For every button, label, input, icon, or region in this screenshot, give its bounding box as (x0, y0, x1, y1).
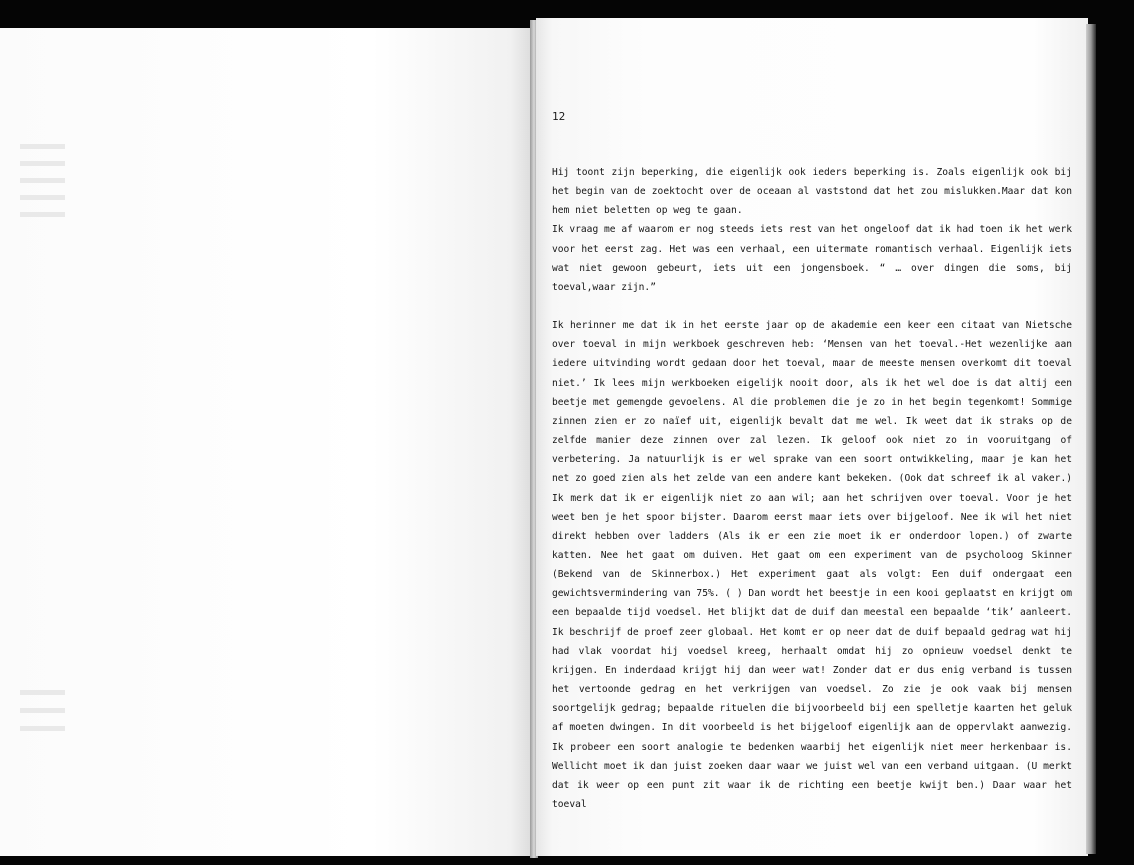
bleed-through-mark (20, 144, 65, 149)
bleed-through-mark (20, 708, 65, 713)
page-edge-shadow (1086, 24, 1096, 854)
bleed-through-mark (20, 161, 65, 166)
paragraph: Ik herinner me dat ik in het eerste jaar op de akademie een keer een citaat van Nietsche over toeval in mijn werkboek geschreven heb: ‘Mensen van het toeval.-Het wezenlijke aan iedere uitvinding wordt gedaan door het toeval, maar de meeste mensen overkomt dit toeval niet.’ Ik lees mijn werkboeken eigelijk nooit door, als ik het wel doe is dat altij een beetje met gemengde gevoelens. Al die problemen die je zo in het begin tegenkomt! Sommige zinnen zien er zo naïef uit, eigenlijk bevalt dat me wel. Ik weet dat ik straks op de zelfde manier deze zinnen over zal lezen. Ik geloof ook niet zo in vooruitgang of verbetering. Ja natuurlijk is er wel sprake van een soort ontwikkeling, maar je kan het net zo goed zien als het zelde van een andere kant bekeken. (Ook dat schreef ik al vaker.) Ik merk dat ik er eigenlijk niet zo aan wil; aan het schrijven over toeval. Voor je het weet ben je het spoor bijster. Daarom eerst maar iets over bijgeloof. Nee ik wil het niet direkt hebben over ladders (Als ik er een zie moet ik er onderdoor lopen.) of zwarte katten. Nee het gaat om duiven. Het gaat om een experiment van de psycholoog Skinner (Bekend van de Skinnerbox.) Het experiment gaat als volgt: Een duif ondergaat een gewichtsvermindering van 75%. ( ) Dan wordt het beestje in een kooi geplaatst en krijgt om een bepaalde tijd voedsel. Het blijkt dat de duif dan meestal een bepaalde ‘tik’ aanleert. Ik beschrijf de proef zeer globaal. Het komt er op neer dat de duif bepaald gedrag wat hij had vlak voordat hij voedsel kreeg, herhaalt omdat hij zo opnieuw voedsel denkt te krijgen. En inderdaad krijgt hij dan weer wat! Zonder dat er dus enig verband is tussen het vertoonde gedrag en het verkrijgen van voedsel. Zo zie je ook vaak bij mensen soortgelijk gedrag; bepaalde rituelen die bijvoorbeeld bij een spelletje kaarten het geluk af moeten dwingen. In dit voorbeeld is het bijgeloof eigenlijk aan de oppervlakt aanwezig. Ik probeer een soort analogie te bedenken waarbij het eigenlijk niet meer herkenbaar is. Wellicht moet ik dan juist zoeken daar waar we juist wel van een verband uitgaan. (U merkt dat ik weer op een punt zit waar ik de richting een beetje kwijt ben.) Daar waar het toeval (552, 320, 1072, 810)
paragraph: Ik vraag me af waarom er nog steeds iets rest van het ongeloof dat ik had toen ik het werk voor het eerst zag. Het was een verhaal, een uitermate romantisch verhaal. Eigenlijk iets wat niet gewoon gebeurt, iets uit een jongensboek. “ … over dingen die soms, bij toeval,waar zijn.” (552, 224, 1072, 293)
bleed-through-mark (20, 212, 65, 217)
bleed-through-mark (20, 195, 65, 200)
page-body-text (552, 163, 1072, 814)
bleed-through-mark (20, 690, 65, 695)
paragraph: Hij toont zijn beperking, die eigenlijk ook ieders beperking is. Zoals eigenlijk ook bij het begin van de zoektocht over de oceaan al vaststond dat het zou mislukken.Maar dat kon hem niet beletten op weg te gaan. (552, 167, 1072, 217)
left-page-blank (0, 28, 532, 856)
page-number: 12 (552, 110, 566, 123)
bleed-through-mark (20, 726, 65, 731)
bleed-through-mark (20, 178, 65, 183)
